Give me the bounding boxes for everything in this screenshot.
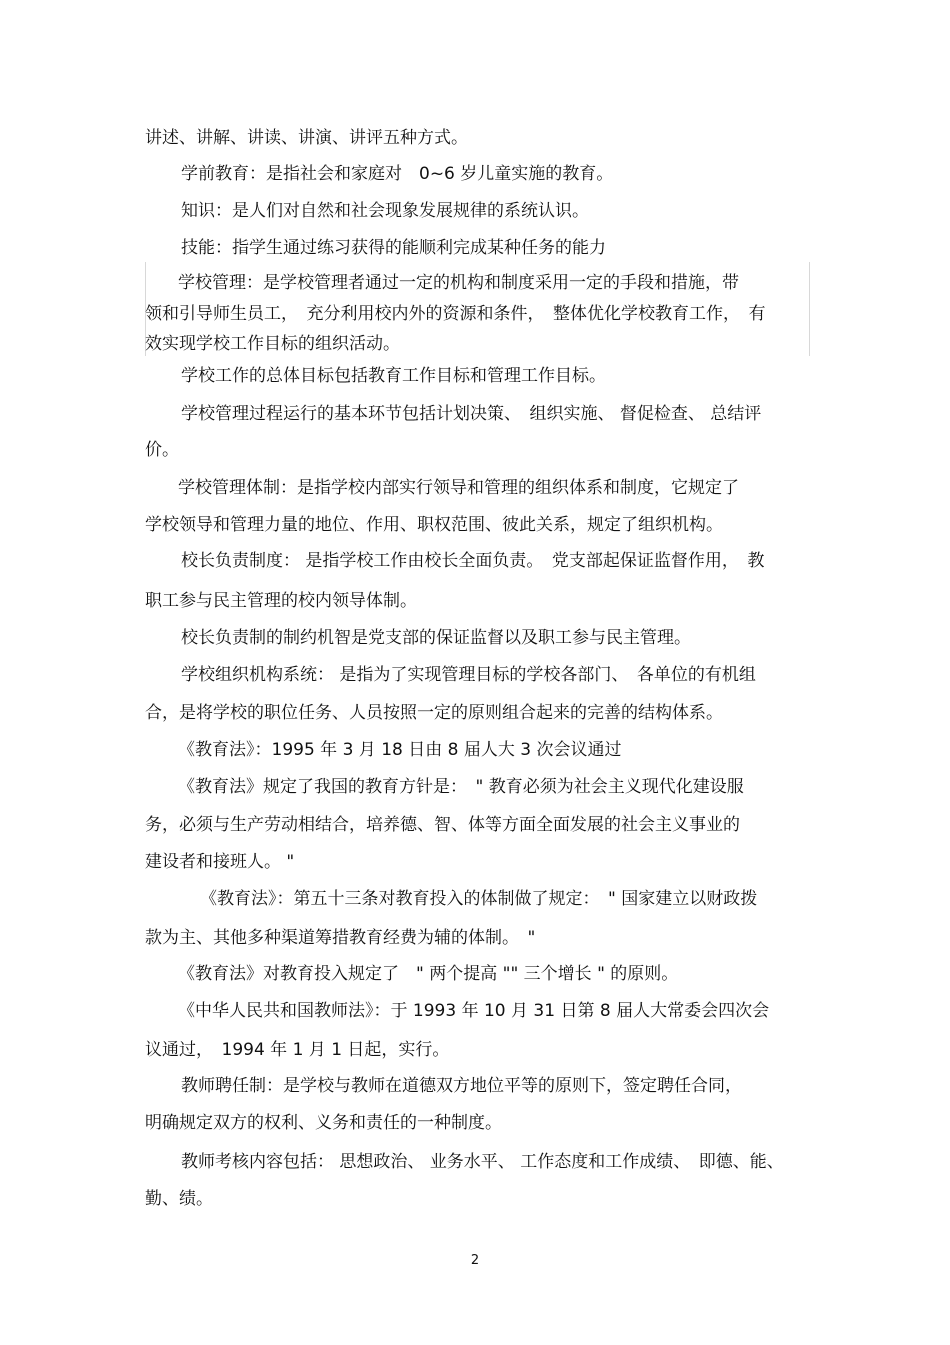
text-line: 教师聘任制：是学校与教师在道德双方地位平等的原则下，签定聘任合同， bbox=[181, 1076, 742, 1096]
text-line: 《教育法》规定了我国的教育方针是： " 教育必须为社会主义现代化建设服 bbox=[178, 777, 744, 797]
text-line: 《教育法》：第五十三条对教育投入的体制做了规定： " 国家建立以财政拨 bbox=[200, 889, 758, 909]
text-line: 学校管理体制：是指学校内部实行领导和管理的组织体系和制度，它规定了 bbox=[178, 478, 739, 498]
text-line: 学校管理过程运行的基本环节包括计划决策、 组织实施、 督促检查、 总结评 bbox=[181, 404, 762, 424]
text-line: 《中华人民共和国教师法》：于 1993 年 10 月 31 日第 8 届人大常委会四次会 bbox=[178, 1001, 770, 1021]
text-line: 效实现学校工作目标的组织活动。 bbox=[145, 334, 400, 354]
text-line: 学校组织机构系统： 是指为了实现管理目标的学校各部门、 各单位的有机组 bbox=[181, 665, 756, 685]
text-line: 校长负责制的制约机智是党支部的保证监督以及职工参与民主管理。 bbox=[181, 628, 691, 648]
text-line: 职工参与民主管理的校内领导体制。 bbox=[145, 591, 417, 611]
text-line: 勤、绩。 bbox=[145, 1189, 213, 1209]
text-line: 讲述、讲解、讲读、讲演、讲评五种方式。 bbox=[145, 128, 468, 148]
text-line: 建设者和接班人。 " bbox=[145, 852, 295, 872]
text-line: 学校工作的总体目标包括教育工作目标和管理工作目标。 bbox=[181, 366, 606, 386]
text-line: 学前教育：是指社会和家庭对 0~6 岁儿童实施的教育。 bbox=[181, 164, 614, 184]
text-line: 学校管理：是学校管理者通过一定的机构和制度采用一定的手段和措施，带 bbox=[178, 273, 739, 293]
text-line: 合，是将学校的职位任务、人员按照一定的原则组合起来的完善的结构体系。 bbox=[145, 703, 723, 723]
text-line: 务，必须与生产劳动相结合，培养德、智、体等方面全面发展的社会主义事业的 bbox=[145, 815, 740, 835]
text-line: 学校领导和管理力量的地位、作用、职权范围、彼此关系，规定了组织机构。 bbox=[145, 515, 723, 535]
text-line: 知识：是人们对自然和社会现象发展规律的系统认识。 bbox=[181, 201, 589, 221]
text-line: 价。 bbox=[145, 440, 179, 460]
page-number: 2 bbox=[470, 1253, 480, 1268]
text-line: 议通过， 1994 年 1 月 1 日起，实行。 bbox=[145, 1040, 450, 1060]
text-line: 《教育法》：1995 年 3 月 18 日由 8 届人大 3 次会议通过 bbox=[178, 740, 622, 760]
text-line: 《教育法》对教育投入规定了 " 两个提高 "" 三个增长 " 的原则。 bbox=[178, 964, 679, 984]
text-line: 教师考核内容包括： 思想政治、 业务水平、 工作态度和工作成绩、 即德、能、 bbox=[181, 1152, 784, 1172]
text-line: 款为主、其他多种渠道筹措教育经费为辅的体制。 " bbox=[145, 928, 536, 948]
text-line: 校长负责制度： 是指学校工作由校长全面负责。 党支部起保证监督作用， 教 bbox=[181, 551, 765, 571]
text-line: 技能：指学生通过练习获得的能顺利完成某种任务的能力 bbox=[181, 238, 606, 258]
text-line: 领和引导师生员工， 充分利用校内外的资源和条件， 整体优化学校教育工作， 有 bbox=[145, 304, 766, 324]
text-line: 明确规定双方的权利、义务和责任的一种制度。 bbox=[145, 1113, 502, 1133]
